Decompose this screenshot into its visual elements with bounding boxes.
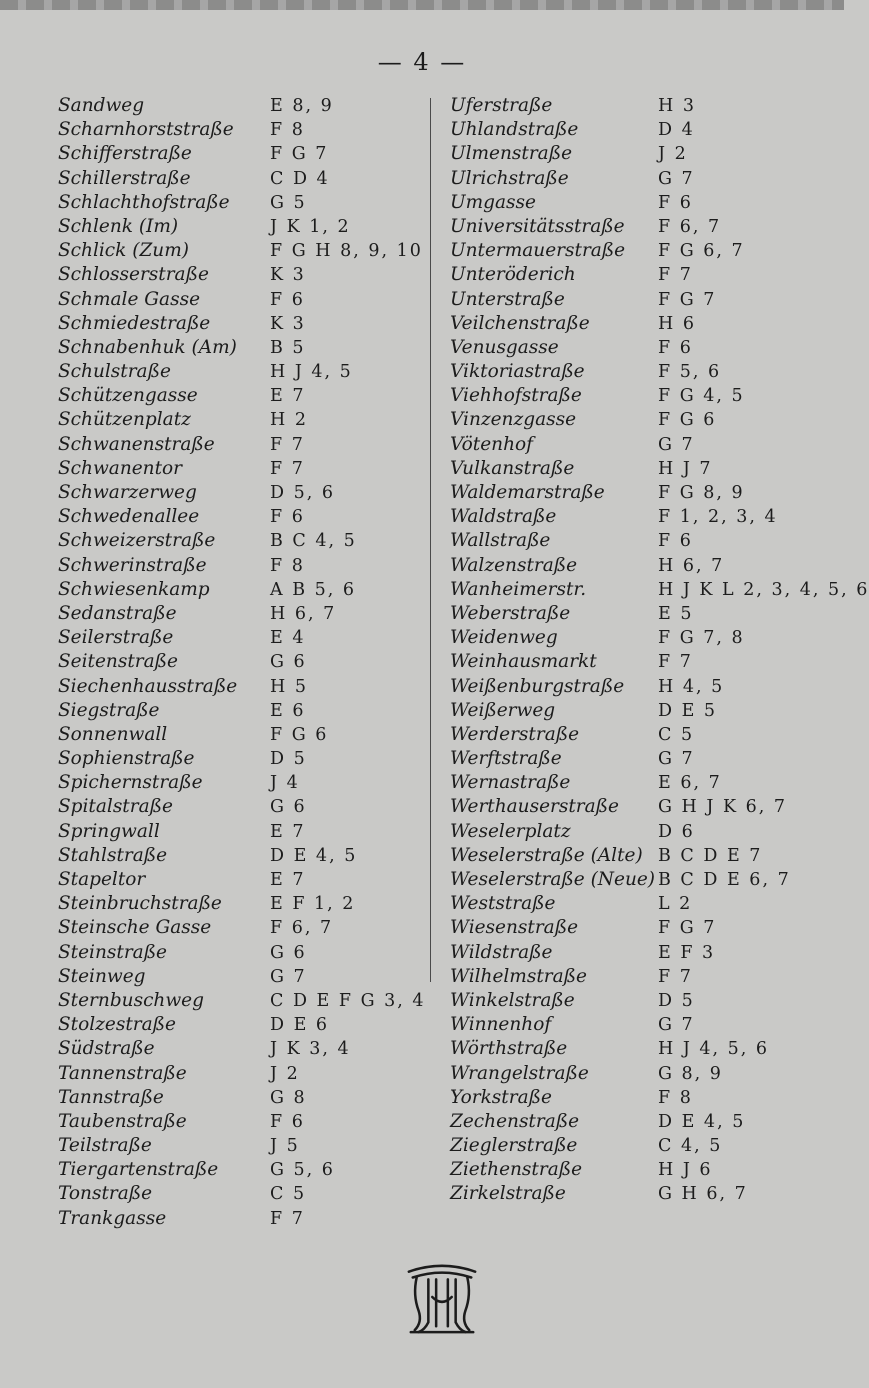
list-item	[58, 505, 428, 529]
list-item	[58, 675, 428, 699]
street-name: Schwarzerweg	[58, 482, 197, 503]
list-item	[450, 239, 840, 263]
street-name: Sedanstraße	[58, 602, 177, 624]
list-item	[450, 965, 840, 989]
grid-reference: H 2	[270, 410, 308, 431]
street-name: Universitätsstraße	[450, 215, 625, 237]
street-name: Schnabenhuk (Am)	[58, 336, 237, 358]
street-name: Wrangelstraße	[450, 1062, 589, 1084]
street-name: Winkelstraße	[450, 989, 575, 1011]
grid-reference: D E 4, 5	[270, 845, 358, 866]
list-item	[450, 167, 840, 191]
list-item	[58, 723, 428, 747]
grid-reference: F 6	[270, 289, 305, 310]
list-item	[450, 457, 840, 481]
grid-reference: H J 6	[658, 1160, 713, 1181]
grid-reference: F 7	[270, 458, 305, 479]
grid-reference: C 4, 5	[658, 1136, 723, 1157]
grid-reference: E 8, 9	[270, 96, 334, 116]
list-item	[450, 747, 840, 771]
street-index-right-column	[450, 94, 869, 1207]
grid-reference: J K 3, 4	[270, 1039, 351, 1060]
list-item	[450, 142, 840, 166]
list-item	[58, 578, 428, 602]
list-item	[450, 626, 840, 650]
grid-reference: F 8	[658, 1087, 693, 1108]
street-name: Werthauserstraße	[450, 796, 619, 818]
grid-reference: F G 7	[270, 144, 329, 165]
list-item	[58, 142, 428, 166]
street-name: Spitalstraße	[58, 796, 173, 818]
list-item	[450, 820, 840, 844]
street-name: Steinsche Gasse	[58, 917, 212, 939]
grid-reference: A B 5, 6	[270, 579, 357, 600]
list-item	[58, 1207, 428, 1231]
grid-reference: H 6, 7	[658, 555, 725, 576]
street-name: Schillerstraße	[58, 167, 191, 189]
grid-reference: D E 6	[270, 1015, 330, 1036]
street-name: Schweizerstraße	[58, 530, 216, 552]
grid-reference: J 2	[270, 1063, 300, 1084]
grid-reference: F G 7	[658, 289, 717, 310]
grid-reference: B C D E 7	[658, 845, 763, 866]
grid-reference: F 6, 7	[270, 918, 334, 939]
list-item	[58, 288, 428, 312]
grid-reference: G 7	[270, 966, 307, 987]
grid-reference: F G 7	[658, 918, 717, 939]
street-name: Wiesenstraße	[450, 917, 579, 939]
street-name: Waldemarstraße	[450, 482, 605, 503]
street-name: Teilstraße	[58, 1135, 152, 1157]
grid-reference: H J K L 2, 3, 4, 5, 6	[658, 579, 869, 600]
grid-reference: F G 7, 8	[658, 628, 745, 649]
list-item	[450, 529, 840, 553]
grid-reference: D 6	[658, 821, 695, 842]
street-name: Weselerstraße (Alte)	[450, 844, 643, 866]
street-name: Tannstraße	[58, 1086, 164, 1108]
grid-reference: F 6	[658, 531, 693, 552]
list-item	[58, 820, 428, 844]
list-item	[58, 457, 428, 481]
grid-reference: E 5	[658, 603, 694, 624]
street-name: Zieglerstraße	[450, 1135, 578, 1157]
list-item	[58, 384, 428, 408]
grid-reference: H J 4, 5	[270, 362, 353, 383]
grid-reference: F 8	[270, 120, 305, 141]
street-name: Spichernstraße	[58, 772, 203, 794]
street-name: Tiergartenstraße	[58, 1159, 219, 1181]
list-item	[450, 1182, 840, 1206]
street-name: Schwiesenkamp	[58, 578, 210, 600]
list-item	[450, 384, 840, 408]
street-name: Springwall	[58, 820, 160, 842]
street-name: Tonstraße	[58, 1183, 153, 1205]
street-index-left-column	[58, 94, 428, 1231]
list-item	[58, 1013, 428, 1037]
street-name: Seitenstraße	[58, 651, 178, 673]
grid-reference: F 7	[270, 434, 305, 455]
grid-reference: C 5	[270, 1184, 307, 1205]
street-name: Ziethenstraße	[450, 1159, 583, 1181]
street-name: Vulkanstraße	[450, 457, 575, 479]
grid-reference: F 7	[658, 966, 693, 987]
list-item	[450, 263, 840, 287]
street-name: Sandweg	[58, 95, 145, 116]
grid-reference: G 7	[658, 434, 695, 455]
list-item	[58, 481, 428, 505]
street-name: Steinbruchstraße	[58, 893, 222, 915]
grid-reference: F G 4, 5	[658, 386, 745, 407]
grid-reference: D E 5	[658, 700, 718, 721]
list-item	[58, 1037, 428, 1061]
grid-reference: G H J K 6, 7	[658, 797, 787, 818]
grid-reference: E 4	[270, 628, 306, 649]
list-item	[450, 892, 840, 916]
page-number: — 4 —	[377, 48, 467, 76]
street-name: Vötenhof	[450, 433, 533, 455]
list-item	[450, 1134, 840, 1158]
grid-reference: F 6, 7	[658, 216, 722, 237]
street-name: Uferstraße	[450, 95, 553, 116]
list-item	[450, 602, 840, 626]
list-item	[450, 650, 840, 674]
grid-reference: G 7	[658, 1015, 695, 1036]
list-item	[58, 699, 428, 723]
list-item	[58, 795, 428, 819]
street-name: Seilerstraße	[58, 627, 174, 649]
list-item	[58, 118, 428, 142]
top-border-band	[0, 0, 844, 10]
grid-reference: F G H 8, 9, 10	[270, 241, 423, 262]
street-name: Yorkstraße	[450, 1086, 552, 1108]
list-item	[450, 723, 840, 747]
grid-reference: G H 6, 7	[658, 1184, 748, 1205]
grid-reference: H J 7	[658, 458, 713, 479]
street-name: Schützengasse	[58, 385, 198, 407]
list-item	[58, 941, 428, 965]
list-item	[58, 191, 428, 215]
street-name: Trankgasse	[58, 1207, 167, 1229]
grid-reference: B 5	[270, 337, 306, 358]
grid-reference: G 7	[658, 749, 695, 770]
street-name: Weselerstraße (Neue)	[450, 869, 656, 890]
list-item	[58, 529, 428, 553]
list-item	[58, 215, 428, 239]
street-name: Wörthstraße	[450, 1038, 568, 1060]
street-name: Schützenplatz	[58, 409, 191, 431]
street-name: Weißenburgstraße	[450, 675, 625, 697]
grid-reference: L 2	[658, 894, 693, 915]
list-item	[58, 239, 428, 263]
grid-reference: G 8	[270, 1087, 307, 1108]
grid-reference: E 6	[270, 700, 306, 721]
list-item	[58, 360, 428, 384]
street-name: Wanheimerstr.	[450, 578, 587, 600]
grid-reference: G 5	[270, 192, 307, 213]
street-name: Weselerplatz	[450, 820, 571, 842]
street-name: Steinweg	[58, 965, 146, 987]
list-item	[58, 1062, 428, 1086]
street-name: Uhlandstraße	[450, 119, 579, 141]
street-name: Werftstraße	[450, 748, 562, 770]
grid-reference: J K 1, 2	[270, 216, 351, 237]
grid-reference: H 6	[658, 313, 696, 334]
list-item	[450, 1158, 840, 1182]
grid-reference: J 5	[270, 1136, 300, 1157]
street-name: Schwanentor	[58, 457, 183, 479]
list-item	[58, 433, 428, 457]
grid-reference: B C D E 6, 7	[658, 870, 791, 890]
list-item	[450, 215, 840, 239]
list-item	[450, 699, 840, 723]
street-name: Stahlstraße	[58, 844, 168, 866]
street-name: Taubenstraße	[58, 1110, 187, 1132]
grid-reference: F G 6	[270, 724, 329, 745]
street-name: Schwedenallee	[58, 506, 200, 528]
list-item	[450, 675, 840, 699]
grid-reference: G 7	[658, 168, 695, 189]
list-item	[58, 1182, 428, 1206]
street-name: Schwerinstraße	[58, 554, 207, 576]
grid-reference: C 5	[658, 724, 695, 745]
street-name: Untermauerstraße	[450, 240, 626, 262]
list-item	[450, 844, 840, 868]
list-item	[58, 336, 428, 360]
list-item	[58, 1086, 428, 1110]
street-name: Wildstraße	[450, 941, 553, 963]
grid-reference: G 8, 9	[658, 1063, 723, 1084]
list-item	[58, 1110, 428, 1134]
grid-reference: D 4	[658, 120, 695, 141]
grid-reference: F 6	[658, 192, 693, 213]
grid-reference: F 6	[270, 507, 305, 528]
grid-reference: F G 8, 9	[658, 483, 745, 503]
street-name: Zirkelstraße	[450, 1183, 566, 1205]
street-name: Vinzenzgasse	[450, 409, 577, 431]
list-item	[58, 626, 428, 650]
street-name: Werderstraße	[450, 723, 580, 745]
list-item	[450, 94, 840, 118]
street-name: Wernastraße	[450, 772, 571, 794]
street-name: Viktoriastraße	[450, 361, 585, 383]
street-name: Unteröderich	[450, 264, 576, 286]
list-item	[450, 868, 840, 892]
grid-reference: C D E F G 3, 4	[270, 990, 426, 1011]
grid-reference: K 3	[270, 265, 306, 286]
list-item	[58, 868, 428, 892]
street-name: Scharnhorststraße	[58, 119, 234, 141]
list-item	[58, 892, 428, 916]
list-item	[450, 916, 840, 940]
list-item	[450, 336, 840, 360]
grid-reference: H 4, 5	[658, 676, 725, 697]
list-item	[58, 602, 428, 626]
grid-reference: D 5	[270, 749, 307, 770]
grid-reference: F G 6, 7	[658, 241, 745, 262]
street-name: Veilchenstraße	[450, 312, 590, 334]
grid-reference: F 7	[658, 265, 693, 286]
list-item	[450, 312, 840, 336]
list-item	[450, 1037, 840, 1061]
grid-reference: J 4	[270, 773, 300, 794]
list-item	[450, 771, 840, 795]
grid-reference: F G 6	[658, 410, 717, 431]
grid-reference: F 6	[658, 337, 693, 358]
grid-reference: G 6	[270, 797, 307, 818]
list-item	[450, 989, 840, 1013]
street-name: Siegstraße	[58, 699, 160, 721]
list-item	[450, 360, 840, 384]
grid-reference: E F 1, 2	[270, 894, 356, 915]
grid-reference: D 5	[658, 990, 695, 1011]
list-item	[58, 965, 428, 989]
list-item	[450, 1086, 840, 1110]
grid-reference: G 6	[270, 942, 307, 963]
street-name: Weststraße	[450, 893, 556, 915]
street-name: Weberstraße	[450, 602, 571, 624]
grid-reference: E 7	[270, 870, 306, 890]
list-item	[58, 844, 428, 868]
street-name: Schlick (Zum)	[58, 240, 189, 262]
street-name: Südstraße	[58, 1038, 155, 1060]
grid-reference: E 6, 7	[658, 773, 722, 794]
street-name: Weißerweg	[450, 699, 556, 721]
list-item	[58, 1158, 428, 1182]
street-name: Ulmenstraße	[450, 143, 573, 165]
list-item	[450, 578, 869, 602]
list-item	[58, 747, 428, 771]
list-item	[58, 916, 428, 940]
list-item	[450, 941, 840, 965]
list-item	[58, 771, 428, 795]
list-item	[450, 481, 840, 505]
grid-reference: F 5, 6	[658, 362, 722, 383]
street-name: Unterstraße	[450, 288, 565, 310]
street-name: Schlachthofstraße	[58, 191, 230, 213]
street-name: Tannenstraße	[58, 1062, 187, 1084]
grid-reference: H J 4, 5, 6	[658, 1039, 770, 1060]
list-item	[450, 505, 840, 529]
street-name: Stolzestraße	[58, 1014, 176, 1036]
art-nouveau-ornament-icon	[403, 1258, 481, 1336]
street-name: Siechenhausstraße	[58, 675, 238, 697]
list-item	[450, 433, 840, 457]
street-name: Zechenstraße	[450, 1110, 580, 1132]
street-name: Schlenk (Im)	[58, 215, 179, 237]
list-item	[58, 554, 428, 578]
list-item	[58, 1134, 428, 1158]
grid-reference: F 7	[658, 652, 693, 673]
street-name: Steinstraße	[58, 941, 167, 963]
list-item	[58, 312, 428, 336]
list-item	[58, 650, 428, 674]
street-name: Stapeltor	[58, 869, 146, 890]
street-name: Schmale Gasse	[58, 288, 201, 310]
list-item	[450, 795, 840, 819]
list-item	[450, 1013, 840, 1037]
street-name: Walzenstraße	[450, 554, 578, 576]
grid-reference: F 6	[270, 1111, 305, 1132]
grid-reference: H 6, 7	[270, 603, 337, 624]
street-name: Wilhelmstraße	[450, 965, 587, 987]
grid-reference: G 6	[270, 652, 307, 673]
street-name: Schifferstraße	[58, 143, 192, 165]
street-name: Ulrichstraße	[450, 167, 569, 189]
grid-reference: F 1, 2, 3, 4	[658, 507, 778, 528]
grid-reference: F 8	[270, 555, 305, 576]
grid-reference: J 2	[658, 144, 688, 165]
street-name: Wallstraße	[450, 530, 551, 552]
street-name: Sophienstraße	[58, 748, 195, 770]
street-name: Sonnenwall	[58, 723, 168, 745]
grid-reference: F 7	[270, 1208, 305, 1229]
grid-reference: G 5, 6	[270, 1160, 335, 1181]
grid-reference: E 7	[270, 386, 306, 407]
street-name: Schwanenstraße	[58, 433, 215, 455]
grid-reference: B C 4, 5	[270, 531, 357, 552]
column-divider	[430, 98, 431, 982]
list-item	[58, 94, 428, 118]
street-name: Schlosserstraße	[58, 264, 209, 286]
grid-reference: K 3	[270, 313, 306, 334]
street-name: Umgasse	[450, 191, 536, 213]
list-item	[450, 554, 840, 578]
street-name: Schulstraße	[58, 361, 171, 383]
street-name: Winnenhof	[450, 1014, 552, 1036]
list-item	[450, 408, 840, 432]
grid-reference: D 5, 6	[270, 483, 335, 503]
grid-reference: H 5	[270, 676, 308, 697]
street-name: Sternbuschweg	[58, 989, 204, 1011]
grid-reference: H 3	[658, 96, 696, 116]
street-name: Waldstraße	[450, 506, 557, 528]
grid-reference: D E 4, 5	[658, 1111, 746, 1132]
list-item	[450, 118, 840, 142]
street-name: Schmiedestraße	[58, 312, 211, 334]
street-name: Weinhausmarkt	[450, 651, 597, 673]
list-item	[58, 408, 428, 432]
street-name: Weidenweg	[450, 627, 558, 649]
grid-reference: E 7	[270, 821, 306, 842]
street-name: Venusgasse	[450, 336, 559, 358]
list-item	[58, 263, 428, 287]
list-item	[450, 288, 840, 312]
grid-reference: E F 3	[658, 942, 716, 963]
list-item	[450, 1062, 840, 1086]
grid-reference: C D 4	[270, 168, 330, 189]
list-item	[450, 191, 840, 215]
street-name: Viehhofstraße	[450, 385, 582, 407]
list-item	[58, 167, 428, 191]
list-item	[58, 989, 428, 1013]
list-item	[450, 1110, 840, 1134]
